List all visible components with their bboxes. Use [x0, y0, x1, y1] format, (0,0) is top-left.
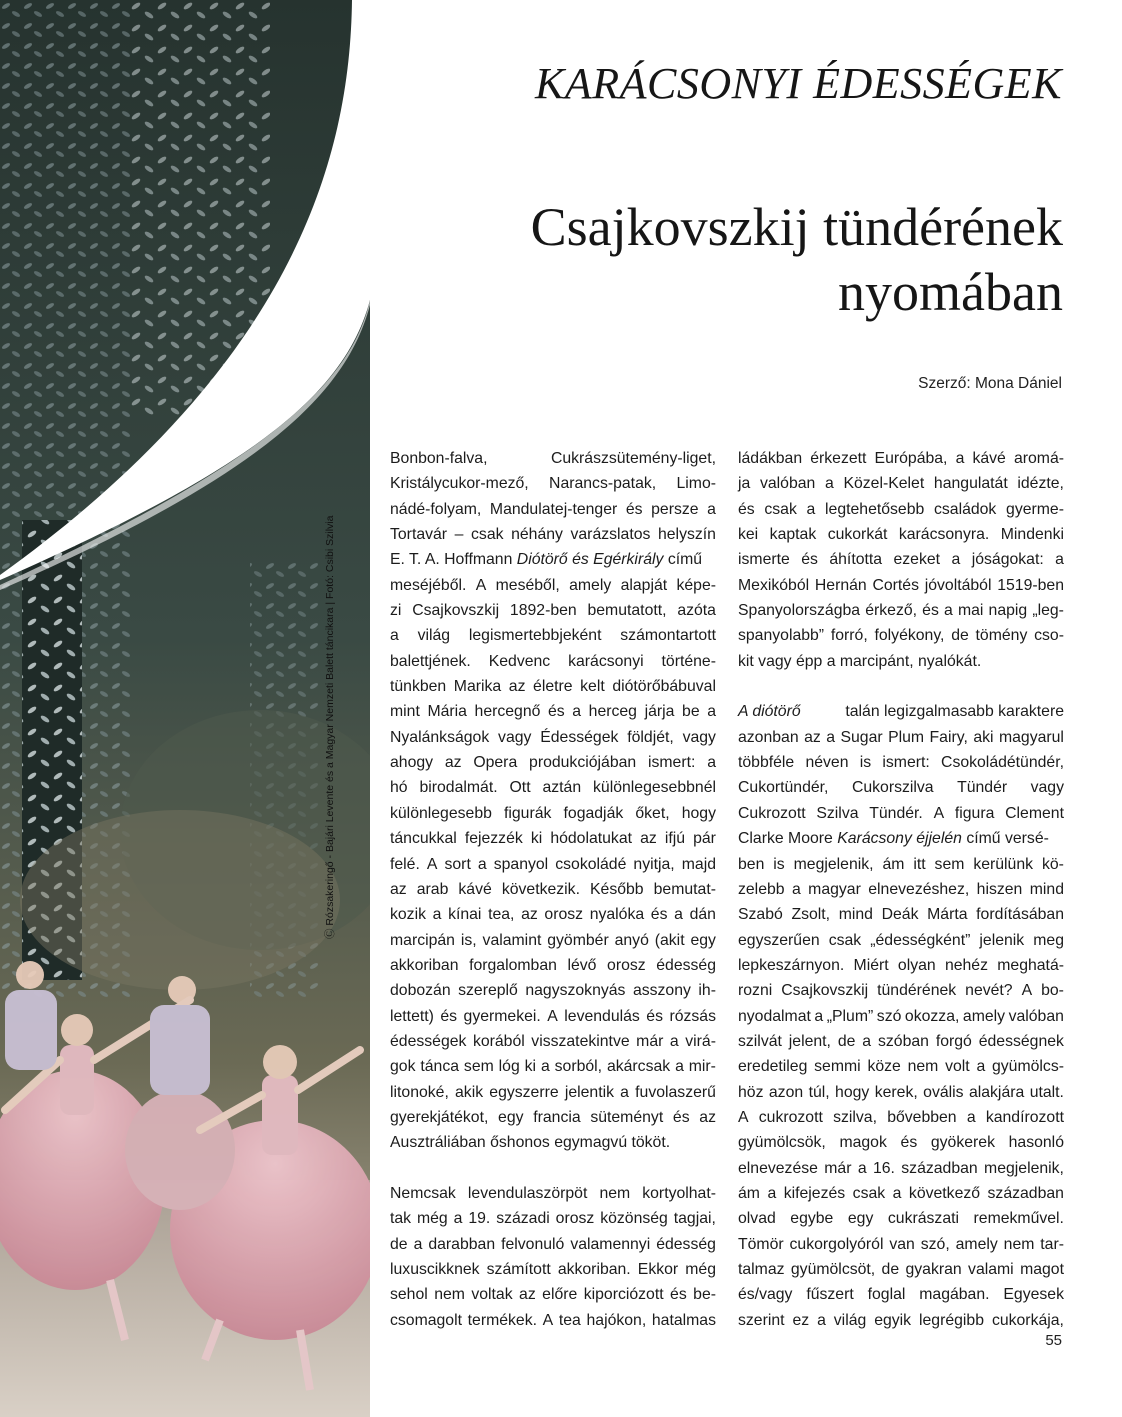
- article-title: [395, 195, 1063, 325]
- text-line: Mexikóból Hernán Cortés jóvoltából 1519-ben: [738, 576, 1064, 594]
- text-line: elnevezése már a 16. században megjelenik,: [738, 1159, 1064, 1177]
- text-line: zelebb a magyar elnevezéshez, hiszen mind: [738, 880, 1064, 898]
- text-line: édességek korából visszatekintve már a virá-: [390, 1032, 716, 1050]
- byline: Szerző: Mona Dániel: [918, 375, 1062, 392]
- text-line: marcipán is, valamint gyömbér anyó (akit egy: [390, 931, 716, 949]
- text-line: Spanyolországba érkező, és a mai napig „leg-: [738, 602, 1064, 620]
- text-line: és csak a legtehetősebb családok gyerme-: [738, 500, 1064, 518]
- title-line-2: nyomában: [838, 262, 1063, 322]
- text-line: többféle néven is ismert: Csokoládétündér,: [738, 754, 1064, 772]
- page-number: 55: [1045, 1332, 1062, 1349]
- text-line: az arab kávé következik. Később bemutat-: [390, 880, 716, 898]
- text-line: lettett) és gyermekei. A levendulás és rózsás: [390, 1007, 716, 1025]
- text-line: csomagolt termékek. A tea hajókon, hatalmas: [390, 1311, 716, 1329]
- text-line: különlegesebb figurák fogadják őket, hogy: [390, 804, 716, 822]
- text-line: A diótörő talán legizgalmasabb karaktere: [738, 699, 1064, 724]
- text-line: talmaz gyümölcsöt, de gyakran valami magot: [738, 1261, 1064, 1278]
- book-title: Diótörő és Egérkirály: [516, 551, 664, 569]
- text-line: gok tánca sem lóg ki a sorból, akárcsak a mir-: [390, 1058, 716, 1076]
- text-line: táncukkal fejezzék ki hódolatukat az ifjú pár: [390, 830, 716, 848]
- text-line: balettjének. Kedvenc karácsonyi történe-: [390, 652, 716, 670]
- article-column-right: [738, 446, 1064, 1333]
- text-line: tak még a 19. századi orosz közönség tagjai,: [390, 1210, 716, 1228]
- work-title: A diótörő: [738, 703, 801, 721]
- text-line: ja valóban a Közel-Kelet hangulatát idézte,: [738, 475, 1064, 493]
- text-line: felé. A sort a spanyol csokoládé nyitja, majd: [390, 855, 716, 873]
- text-line: akkoriban forgalomban lévő orosz édesség: [390, 956, 716, 974]
- text-line: ben is megjelenik, ám itt sem kerülünk kö-: [738, 855, 1064, 873]
- text-line: ismerte és áhította ezeket a jóságokat: a: [738, 551, 1064, 569]
- text-line: Szabó Zsolt, mind Deák Márta fordításában: [738, 906, 1064, 924]
- text-line: mint Mária hercegnő és a herceg járja be a: [390, 703, 716, 721]
- text-line: ládákban érkezett Európába, a kávé aromá-: [738, 450, 1064, 467]
- text-line: Tömör cukorgolyóról van szó, amely nem tar-: [738, 1235, 1064, 1253]
- text-line: gyerekjátékot, egy francia süteményt és az: [390, 1108, 716, 1126]
- text-line: dobozán szereplő nagyszoknyás asszony ih-: [390, 982, 716, 1000]
- poem-title: Karácsony éjjelén: [837, 830, 962, 848]
- text-line: litonoké, akik egyszerre jelentik a fuvolaszerű: [390, 1083, 716, 1101]
- text-line: Cukortündér, Cukorszilva Tündér vagy: [738, 779, 1064, 797]
- text-line: kozik a kínai tea, az orosz nyalóka és a dán: [390, 906, 716, 924]
- text-line: szerint ez a világ egyik legrégibb cukorkája,: [738, 1311, 1064, 1329]
- text-line: ám a kifejezés csak a következő században: [738, 1184, 1064, 1202]
- text-line: Nyalánkságok vagy Édességek földjét, vagy: [390, 728, 716, 746]
- text-line: azonban az a Sugar Plum Fairy, aki magyarul: [738, 728, 1064, 746]
- text-line: és/vagy fűszert foglal magában. Egyesek: [738, 1286, 1064, 1304]
- text-line: lepkeszárnyon. Miért olyan nehéz meghatá-: [738, 956, 1064, 974]
- text-line: Bonbon-falva, Cukrászsütemény-liget,: [390, 450, 716, 467]
- text-line: egyszerűen csak „édességként” jelenik meg: [738, 931, 1064, 949]
- text-line: nádé-folyam, Mandulatej-tenger és persze a: [390, 500, 716, 518]
- text-line: kit vagy épp a marcipánt, nyalókát.: [738, 652, 982, 670]
- text-line: Nemcsak levendulaszörpöt nem kortyolhat-: [390, 1184, 716, 1202]
- ballet-photo: [0, 0, 370, 1417]
- photo-credit: Ⓒ Rózsakeringő - Bajári Levente és a Magyar Nemzeti Balett táncikara | Fotó: Csibi Szilvia: [324, 515, 336, 939]
- text-line: a világ legismertebbjeként számontartott: [390, 627, 716, 645]
- text-line: rozni Csajkovszkij tündérének nevét? A bo-: [738, 982, 1064, 1000]
- text-line: höz azon túl, hogy kerek, ovális alakjára utalt.: [738, 1083, 1064, 1101]
- text-line: A cukrozott szilva, bővebben a kandírozott: [738, 1108, 1064, 1126]
- text-line: tünkben Marika az életre kelt diótörőbábuval: [390, 678, 716, 696]
- text-line: eredetileg semmi köze nem volt a gyümölcs-: [738, 1058, 1064, 1076]
- text-line: ahogy az Opera produkciójában ismert: a: [390, 754, 716, 772]
- text-line: szilvát jelent, de a szóban forgó édességnek: [738, 1032, 1064, 1050]
- title-line-1: Csajkovszkij tündérének: [530, 197, 1063, 257]
- text-line: hó birodalmát. Ott aztán különlegesebbnél: [390, 779, 716, 797]
- text-line: sehol nem voltak az előre kiporciózott és be-: [390, 1286, 716, 1304]
- text-line: meséjéből. A meséből, amely alapját képe-: [390, 576, 716, 594]
- text-line: luxuscikknek számított akkoriban. Ekkor még: [390, 1261, 716, 1278]
- text-line: zi Csajkovszkij 1892-ben bemutatott, azóta: [390, 602, 716, 620]
- text-line: de a darabban felvonuló valamennyi édesség: [390, 1235, 716, 1253]
- text-line: gyümölcsök, magok és gyökerek hasonló: [738, 1134, 1064, 1152]
- text-line: spanyolabb” forró, folyékony, de tömény cso-: [738, 627, 1064, 645]
- section-title: KARÁCSONYI ÉDESSÉGEK: [535, 59, 1062, 108]
- text-line: Cukrozott Szilva Tündér. A figura Clement: [738, 804, 1064, 822]
- text-line: Kristálycukor-mező, Narancs-patak, Limo-: [390, 475, 716, 493]
- text-line: kei kaptak cukorkát karácsonyra. Mindenki: [738, 526, 1064, 544]
- text-line: Ausztráliában őshonos egymagvú tököt.: [390, 1134, 671, 1152]
- text-line: E. T. A. Hoffmann Diótörő és Egérkirály című: [390, 547, 716, 572]
- article-column-left: [390, 446, 716, 1333]
- text-line: Clarke Moore Karácsony éjjelén című versé-: [738, 826, 1064, 851]
- text-line: Tortavár – csak néhány varázslatos helyszín: [390, 526, 716, 544]
- text-line: olvad egybe egy cukrászati remekművel.: [738, 1210, 1064, 1228]
- text-line: nyodalmat a „Plum” szó okozza, amely valóban: [738, 1007, 1064, 1025]
